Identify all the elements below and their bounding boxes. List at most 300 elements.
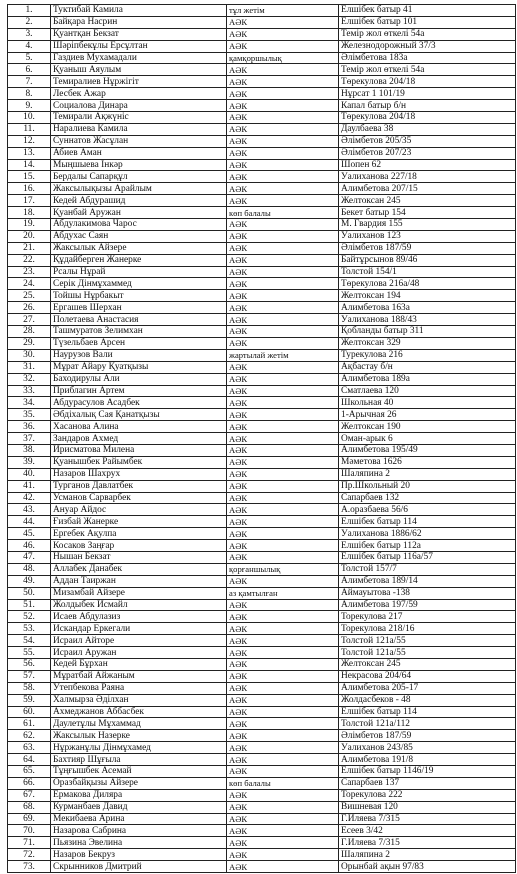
table-row bbox=[8, 670, 516, 682]
address-cell: Шаляпина 2 bbox=[339, 468, 516, 480]
table-row bbox=[8, 302, 516, 314]
student-name-cell: Суннатов Жасұлан bbox=[51, 135, 227, 147]
address-cell: Пр.Школьный 20 bbox=[339, 480, 516, 492]
table-row bbox=[8, 314, 516, 326]
student-name-cell: Құдайберген Жанерке bbox=[51, 254, 227, 266]
status-category-cell: АӘК bbox=[227, 837, 339, 849]
row-number-cell: 9. bbox=[8, 100, 51, 112]
student-name-cell: Ахмеджанов Аббасбек bbox=[51, 706, 227, 718]
student-name-cell: Бахтияр Шұғыла bbox=[51, 754, 227, 766]
address-cell: Г.Иляева 7/315 bbox=[339, 813, 516, 825]
table-row bbox=[8, 112, 516, 124]
status-category-cell: АӘК bbox=[227, 754, 339, 766]
row-number-cell: 48. bbox=[8, 563, 51, 575]
address-cell: Торекулова 217 bbox=[339, 611, 516, 623]
status-category-cell: АӘК bbox=[227, 64, 339, 76]
row-number-cell: 24. bbox=[8, 278, 51, 290]
status-category-cell: тұл жетім bbox=[227, 5, 339, 17]
row-number-cell: 67. bbox=[8, 789, 51, 801]
table-row bbox=[8, 52, 516, 64]
status-category-cell: АӘК bbox=[227, 813, 339, 825]
student-name-cell: Мыңшыева Інкәр bbox=[51, 159, 227, 171]
status-category-cell: АӘК bbox=[227, 112, 339, 124]
student-name-cell: Шәріпбекұлы Ерсұлтан bbox=[51, 40, 227, 52]
student-name-cell: Нышан Бекзат bbox=[51, 551, 227, 563]
status-category-cell: жартылай жетім bbox=[227, 349, 339, 361]
table-row bbox=[8, 754, 516, 766]
table-row bbox=[8, 373, 516, 385]
student-name-cell: Абиев Аман bbox=[51, 147, 227, 159]
address-cell: Темір жол өткелі 54а bbox=[339, 64, 516, 76]
address-cell: Алимбетова 189а bbox=[339, 373, 516, 385]
table-row bbox=[8, 658, 516, 670]
address-cell: Шопен 62 bbox=[339, 159, 516, 171]
row-number-cell: 41. bbox=[8, 480, 51, 492]
table-row bbox=[8, 135, 516, 147]
address-cell: Толстой 121а/112 bbox=[339, 718, 516, 730]
row-number-cell: 40. bbox=[8, 468, 51, 480]
student-name-cell: Қуанышбек Райымбек bbox=[51, 456, 227, 468]
status-category-cell: АӘК bbox=[227, 540, 339, 552]
address-cell: Елшібек батыр 1146/19 bbox=[339, 766, 516, 778]
status-category-cell: АӘК bbox=[227, 16, 339, 28]
address-cell: Алимбетова 205-17 bbox=[339, 682, 516, 694]
address-cell: Торекулова 218/16 bbox=[339, 623, 516, 635]
status-category-cell: АӘК bbox=[227, 123, 339, 135]
row-number-cell: 10. bbox=[8, 112, 51, 124]
row-number-cell: 14. bbox=[8, 159, 51, 171]
table-row bbox=[8, 147, 516, 159]
row-number-cell: 5. bbox=[8, 52, 51, 64]
table-row bbox=[8, 801, 516, 813]
row-number-cell: 54. bbox=[8, 635, 51, 647]
status-category-cell: АӘК bbox=[227, 789, 339, 801]
status-category-cell: АӘК bbox=[227, 575, 339, 587]
status-category-cell: АӘК bbox=[227, 504, 339, 516]
status-category-cell: АӘК bbox=[227, 480, 339, 492]
student-name-cell: Исраил Аружан bbox=[51, 647, 227, 659]
row-number-cell: 71. bbox=[8, 837, 51, 849]
student-name-cell: Даулетұлы Мұхаммад bbox=[51, 718, 227, 730]
status-category-cell: АӘК bbox=[227, 706, 339, 718]
row-number-cell: 59. bbox=[8, 694, 51, 706]
student-name-cell: Абдурасулов Асадбек bbox=[51, 397, 227, 409]
student-name-cell: Назаров Бекруз bbox=[51, 849, 227, 861]
status-category-cell: АӘК bbox=[227, 801, 339, 813]
student-name-cell: Усманов Сарварбек bbox=[51, 492, 227, 504]
address-cell: Г.Иляева 7/315 bbox=[339, 837, 516, 849]
table-row bbox=[8, 682, 516, 694]
status-category-cell: АӘК bbox=[227, 682, 339, 694]
status-category-cell: АӘК bbox=[227, 302, 339, 314]
address-cell: Алимбетова 191/8 bbox=[339, 754, 516, 766]
status-category-cell: АӘК bbox=[227, 28, 339, 40]
address-cell: Төрекулова 204/18 bbox=[339, 76, 516, 88]
row-number-cell: 47. bbox=[8, 551, 51, 563]
table-row bbox=[8, 516, 516, 528]
status-category-cell: АӘК bbox=[227, 730, 339, 742]
status-category-cell: АӘК bbox=[227, 635, 339, 647]
address-cell: Елшібек батыр 41 bbox=[339, 5, 516, 17]
student-name-cell: Зандаров Ахмед bbox=[51, 433, 227, 445]
status-category-cell: АӘК bbox=[227, 100, 339, 112]
row-number-cell: 22. bbox=[8, 254, 51, 266]
address-cell: Алимбетова 197/59 bbox=[339, 599, 516, 611]
status-category-cell: АӘК bbox=[227, 266, 339, 278]
student-name-cell: Нұржанұлы Дінмұхамед bbox=[51, 742, 227, 754]
address-cell: Желтоксан 245 bbox=[339, 658, 516, 670]
row-number-cell: 23. bbox=[8, 266, 51, 278]
address-cell: Ақбастау б/н bbox=[339, 361, 516, 373]
table-row bbox=[8, 599, 516, 611]
student-name-cell: Тұңғышбек Асемай bbox=[51, 766, 227, 778]
address-cell: Орынбай ақын 97/83 bbox=[339, 861, 516, 873]
student-name-cell: Оразбайқызы Айзере bbox=[51, 777, 227, 789]
status-category-cell: АӘК bbox=[227, 658, 339, 670]
student-name-cell: Байқара Насрин bbox=[51, 16, 227, 28]
status-category-cell: АӘК bbox=[227, 88, 339, 100]
status-category-cell: АӘК bbox=[227, 326, 339, 338]
row-number-cell: 32. bbox=[8, 373, 51, 385]
address-cell: Қобланды батыр 311 bbox=[339, 326, 516, 338]
address-cell: Оман-арык 6 bbox=[339, 433, 516, 445]
table-row bbox=[8, 504, 516, 516]
student-name-cell: Пьязина Эвелина bbox=[51, 837, 227, 849]
row-number-cell: 73. bbox=[8, 861, 51, 873]
table-row bbox=[8, 361, 516, 373]
status-category-cell: АӘК bbox=[227, 825, 339, 837]
row-number-cell: 12. bbox=[8, 135, 51, 147]
table-row bbox=[8, 825, 516, 837]
status-category-cell: АӘК bbox=[227, 861, 339, 873]
table-row bbox=[8, 40, 516, 52]
student-name-cell: Лесбек Ажар bbox=[51, 88, 227, 100]
table-row bbox=[8, 611, 516, 623]
status-category-cell: АӘК bbox=[227, 468, 339, 480]
address-cell: Әлімбетов 187/59 bbox=[339, 730, 516, 742]
status-category-cell: АӘК bbox=[227, 314, 339, 326]
table-row bbox=[8, 777, 516, 789]
table-row bbox=[8, 88, 516, 100]
status-category-cell: АӘК bbox=[227, 528, 339, 540]
row-number-cell: 25. bbox=[8, 290, 51, 302]
row-number-cell: 61. bbox=[8, 718, 51, 730]
status-category-cell: АӘК bbox=[227, 742, 339, 754]
row-number-cell: 49. bbox=[8, 575, 51, 587]
status-category-cell: АӘК bbox=[227, 135, 339, 147]
table-row bbox=[8, 742, 516, 754]
student-name-cell: Абдулакимова Чарос bbox=[51, 219, 227, 231]
student-name-cell: Әбдіхалық Сая Қанатқызы bbox=[51, 409, 227, 421]
status-category-cell: АӘК bbox=[227, 599, 339, 611]
table-row bbox=[8, 718, 516, 730]
row-number-cell: 35. bbox=[8, 409, 51, 421]
student-name-cell: Турганов Давлатбек bbox=[51, 480, 227, 492]
student-name-cell: Баходирулы Али bbox=[51, 373, 227, 385]
student-name-cell: Жаксылык Назерке bbox=[51, 730, 227, 742]
student-name-cell: Түзельбаев Арсен bbox=[51, 337, 227, 349]
student-name-cell: Рсалы Нұрай bbox=[51, 266, 227, 278]
student-name-cell: Утепбекова Раяна bbox=[51, 682, 227, 694]
table-row bbox=[8, 278, 516, 290]
status-category-cell: АӘК bbox=[227, 409, 339, 421]
table-row bbox=[8, 480, 516, 492]
status-category-cell: АӘК bbox=[227, 397, 339, 409]
student-name-cell: Аллабек Данабек bbox=[51, 563, 227, 575]
address-cell: Бекет батыр 154 bbox=[339, 207, 516, 219]
student-name-cell: Скрынников Дмитрий bbox=[51, 861, 227, 873]
status-category-cell: көп балалы bbox=[227, 777, 339, 789]
table-row bbox=[8, 64, 516, 76]
student-name-cell: Наралиева Камила bbox=[51, 123, 227, 135]
student-name-cell: Ирисматова Милена bbox=[51, 444, 227, 456]
table-row bbox=[8, 433, 516, 445]
table-row bbox=[8, 5, 516, 17]
status-category-cell: АӘК bbox=[227, 242, 339, 254]
status-category-cell: АӘК bbox=[227, 766, 339, 778]
student-name-cell: Мекибаева Арина bbox=[51, 813, 227, 825]
row-number-cell: 29. bbox=[8, 337, 51, 349]
table-row bbox=[8, 183, 516, 195]
student-name-cell: Хасанова Алина bbox=[51, 421, 227, 433]
student-name-cell: Аддан Таиржан bbox=[51, 575, 227, 587]
student-name-cell: Ергебек Ақулпа bbox=[51, 528, 227, 540]
address-cell: Сматлаева 120 bbox=[339, 385, 516, 397]
address-cell: Уалиханова 1886/62 bbox=[339, 528, 516, 540]
student-name-cell: Газдиев Мухамадали bbox=[51, 52, 227, 64]
status-category-cell: АӘК bbox=[227, 290, 339, 302]
student-name-cell: Полетаева Анастасия bbox=[51, 314, 227, 326]
row-number-cell: 3. bbox=[8, 28, 51, 40]
status-category-cell: қамқоршылық bbox=[227, 52, 339, 64]
student-name-cell: Косаков Заңғар bbox=[51, 540, 227, 552]
address-cell: Жолдасбеков - 48 bbox=[339, 694, 516, 706]
row-number-cell: 60. bbox=[8, 706, 51, 718]
row-number-cell: 26. bbox=[8, 302, 51, 314]
address-cell: А.оразбаева 56/6 bbox=[339, 504, 516, 516]
address-cell: Уалиханов 243/85 bbox=[339, 742, 516, 754]
table-row bbox=[8, 468, 516, 480]
address-cell: Толстой 157/7 bbox=[339, 563, 516, 575]
student-name-cell: Жолдыбек Исмайл bbox=[51, 599, 227, 611]
student-name-cell: Ергашев Шерхан bbox=[51, 302, 227, 314]
table-row bbox=[8, 528, 516, 540]
status-category-cell: АӘК bbox=[227, 147, 339, 159]
address-cell: Желтоксан 190 bbox=[339, 421, 516, 433]
table-row bbox=[8, 100, 516, 112]
status-category-cell: АӘК bbox=[227, 230, 339, 242]
student-name-cell: Кедей Бұрхан bbox=[51, 658, 227, 670]
address-cell: Төрекулова 204/18 bbox=[339, 112, 516, 124]
student-name-cell: Қуанбай Аружан bbox=[51, 207, 227, 219]
student-name-cell: Ермакова Диляра bbox=[51, 789, 227, 801]
address-cell: Уалиханова 188/43 bbox=[339, 314, 516, 326]
address-cell: Аймауытова -138 bbox=[339, 587, 516, 599]
address-cell: Елшібек батыр 112а bbox=[339, 540, 516, 552]
student-name-cell: Туктибай Камила bbox=[51, 5, 227, 17]
table-row bbox=[8, 551, 516, 563]
row-number-cell: 13. bbox=[8, 147, 51, 159]
row-number-cell: 70. bbox=[8, 825, 51, 837]
student-name-cell: Приблагин Артем bbox=[51, 385, 227, 397]
address-cell: Мәметова 1626 bbox=[339, 456, 516, 468]
student-name-cell: Мизамбай Айзере bbox=[51, 587, 227, 599]
address-cell: Есеев 3/42 bbox=[339, 825, 516, 837]
status-category-cell: АӘК bbox=[227, 670, 339, 682]
status-category-cell: АӘК bbox=[227, 444, 339, 456]
status-category-cell: аз қамтылған bbox=[227, 587, 339, 599]
table-row bbox=[8, 159, 516, 171]
student-name-cell: Серік Дінмұхаммед bbox=[51, 278, 227, 290]
row-number-cell: 52. bbox=[8, 611, 51, 623]
student-name-cell: Темиралиев Нұржігіт bbox=[51, 76, 227, 88]
row-number-cell: 34. bbox=[8, 397, 51, 409]
address-cell: Алимбетова 163а bbox=[339, 302, 516, 314]
status-category-cell: АӘК bbox=[227, 361, 339, 373]
address-cell: Алимбетова 207/15 bbox=[339, 183, 516, 195]
row-number-cell: 7. bbox=[8, 76, 51, 88]
address-cell: Капал батыр б/н bbox=[339, 100, 516, 112]
address-cell: Торекулова 222 bbox=[339, 789, 516, 801]
table-row bbox=[8, 254, 516, 266]
address-cell: Некрасова 204/64 bbox=[339, 670, 516, 682]
table-row bbox=[8, 123, 516, 135]
student-name-cell: Қуаныш Аяулым bbox=[51, 64, 227, 76]
address-cell: Толстой 154/1 bbox=[339, 266, 516, 278]
student-name-cell: Жаксылык Айзере bbox=[51, 242, 227, 254]
row-number-cell: 62. bbox=[8, 730, 51, 742]
row-number-cell: 43. bbox=[8, 504, 51, 516]
row-number-cell: 15. bbox=[8, 171, 51, 183]
table-row bbox=[8, 587, 516, 599]
row-number-cell: 8. bbox=[8, 88, 51, 100]
status-category-cell: АӘК bbox=[227, 195, 339, 207]
table-row bbox=[8, 349, 516, 361]
address-cell: Желтоксан 245 bbox=[339, 195, 516, 207]
status-category-cell: АӘК bbox=[227, 492, 339, 504]
student-name-cell: Халмырза Әділхан bbox=[51, 694, 227, 706]
student-name-cell: Қуантқан Бекзат bbox=[51, 28, 227, 40]
row-number-cell: 46. bbox=[8, 540, 51, 552]
row-number-cell: 42. bbox=[8, 492, 51, 504]
status-category-cell: АӘК bbox=[227, 278, 339, 290]
table-row bbox=[8, 623, 516, 635]
address-cell: Байтұрсынов 89/46 bbox=[339, 254, 516, 266]
status-category-cell: қорғаншылық bbox=[227, 563, 339, 575]
address-cell: Әлімбетов 187/59 bbox=[339, 242, 516, 254]
student-name-cell: Темирали Ақжүніс bbox=[51, 112, 227, 124]
student-name-cell: Социалова Динара bbox=[51, 100, 227, 112]
address-cell: Елшібек батыр 114 bbox=[339, 516, 516, 528]
row-number-cell: 18. bbox=[8, 207, 51, 219]
student-name-cell: Абдухас Саян bbox=[51, 230, 227, 242]
address-cell: Железнодорожный 37/3 bbox=[339, 40, 516, 52]
address-cell: Алимбетова 195/49 bbox=[339, 444, 516, 456]
student-name-cell: Искандар Еркегали bbox=[51, 623, 227, 635]
row-number-cell: 38. bbox=[8, 444, 51, 456]
address-cell: Желтоксан 194 bbox=[339, 290, 516, 302]
address-cell: 1-Арычная 26 bbox=[339, 409, 516, 421]
address-cell: Вишневая 120 bbox=[339, 801, 516, 813]
row-number-cell: 6. bbox=[8, 64, 51, 76]
status-category-cell: АӘК bbox=[227, 611, 339, 623]
address-cell: Желтоксан 329 bbox=[339, 337, 516, 349]
status-category-cell: АӘК bbox=[227, 718, 339, 730]
student-name-cell: Мұрат Айару Қуатқызы bbox=[51, 361, 227, 373]
row-number-cell: 21. bbox=[8, 242, 51, 254]
table-body bbox=[8, 5, 516, 873]
row-number-cell: 66. bbox=[8, 777, 51, 789]
status-category-cell: АӘК bbox=[227, 373, 339, 385]
row-number-cell: 64. bbox=[8, 754, 51, 766]
row-number-cell: 56. bbox=[8, 658, 51, 670]
table-row bbox=[8, 195, 516, 207]
status-category-cell: АӘК bbox=[227, 849, 339, 861]
table-row bbox=[8, 242, 516, 254]
table-row bbox=[8, 635, 516, 647]
address-cell: Уалиханов 123 bbox=[339, 230, 516, 242]
address-cell: Сапарбаев 137 bbox=[339, 777, 516, 789]
address-cell: Әлімбетов 207/23 bbox=[339, 147, 516, 159]
row-number-cell: 69. bbox=[8, 813, 51, 825]
student-name-cell: Исраил Айторе bbox=[51, 635, 227, 647]
address-cell: Әлімбетов 205/35 bbox=[339, 135, 516, 147]
student-name-cell: Исаев Абдулазиз bbox=[51, 611, 227, 623]
row-number-cell: 28. bbox=[8, 326, 51, 338]
row-number-cell: 53. bbox=[8, 623, 51, 635]
student-name-cell: Жаксылықызы Арайлым bbox=[51, 183, 227, 195]
student-name-cell: Ануар Айдос bbox=[51, 504, 227, 516]
address-cell: Алимбетова 189/14 bbox=[339, 575, 516, 587]
table-row bbox=[8, 492, 516, 504]
row-number-cell: 20. bbox=[8, 230, 51, 242]
row-number-cell: 11. bbox=[8, 123, 51, 135]
address-cell: Темір жол өткелі 54а bbox=[339, 28, 516, 40]
status-category-cell: АӘК bbox=[227, 421, 339, 433]
student-name-cell: Ташмуратов Зелимхан bbox=[51, 326, 227, 338]
table-row bbox=[8, 647, 516, 659]
status-category-cell: АӘК bbox=[227, 456, 339, 468]
status-category-cell: АӘК bbox=[227, 551, 339, 563]
row-number-cell: 51. bbox=[8, 599, 51, 611]
table-row bbox=[8, 171, 516, 183]
table-row bbox=[8, 730, 516, 742]
table-row bbox=[8, 575, 516, 587]
row-number-cell: 65. bbox=[8, 766, 51, 778]
row-number-cell: 57. bbox=[8, 670, 51, 682]
row-number-cell: 50. bbox=[8, 587, 51, 599]
address-cell: Төрекулова 216а/48 bbox=[339, 278, 516, 290]
student-name-cell: Мұратбай Айжаным bbox=[51, 670, 227, 682]
address-cell: Сапарбаев 132 bbox=[339, 492, 516, 504]
table-row bbox=[8, 326, 516, 338]
student-name-cell: Курманбаев Давид bbox=[51, 801, 227, 813]
table-row bbox=[8, 421, 516, 433]
address-cell: Даулбаева 38 bbox=[339, 123, 516, 135]
table-row bbox=[8, 397, 516, 409]
student-name-cell: Ғизбай Жанерке bbox=[51, 516, 227, 528]
status-category-cell: АӘК bbox=[227, 76, 339, 88]
table-row bbox=[8, 540, 516, 552]
address-cell: Толстой 121а/55 bbox=[339, 647, 516, 659]
row-number-cell: 39. bbox=[8, 456, 51, 468]
table-row bbox=[8, 266, 516, 278]
table-row bbox=[8, 789, 516, 801]
student-name-cell: Кедей Абдурашид bbox=[51, 195, 227, 207]
address-cell: М. Гвардия 155 bbox=[339, 219, 516, 231]
status-category-cell: көп балалы bbox=[227, 207, 339, 219]
student-name-cell: Бердалы Сапарқұл bbox=[51, 171, 227, 183]
